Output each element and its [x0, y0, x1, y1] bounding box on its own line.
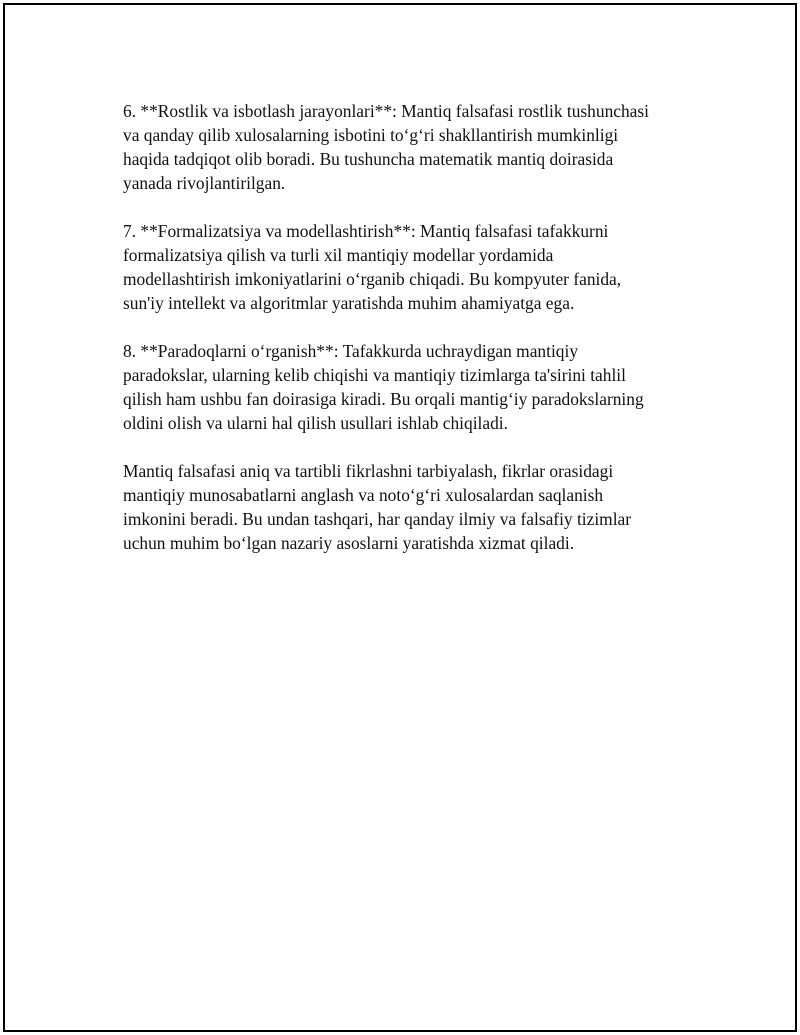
paragraph-conclusion: Mantiq falsafasi aniq va tartibli fikrlashni tarbiyalash, fikrlar orasidagi mantiqiy munosabatlarni anglash va noto‘g‘ri xulosalardan saqlanish imkonini beradi. Bu undan tashqari, har qanday ilmiy va falsafiy tizimlar uchun muhim bo‘lgan nazariy asoslarni yaratishda xizmat qiladi.	[123, 461, 632, 553]
paragraph-rostlik: 6. **Rostlik va isbotlash jarayonlari**: Mantiq falsafasi rostlik tushunchasi va qanday qilib xulosalarning isbotini to‘g‘ri shakllantirish mumkinligi haqida tadqiqot olib boradi. Bu tushuncha matematik mantiq doirasida yanada rivojlantirilgan.	[123, 101, 649, 193]
document-body	[123, 99, 703, 579]
paragraph-formalizatsiya: 7. **Formalizatsiya va modellashtirish**: Mantiq falsafasi tafakkurni formalizatsiya qilish va turli xil mantiqiy modellar yordamida modellashtirish imkoniyatlarini o‘rganib chiqadi. Bu kompyuter fanida, sun'iy intellekt va algoritmlar yaratishda muhim ahamiyatga ega.	[123, 221, 622, 313]
paragraph-paradoqlar: 8. **Paradoqlarni o‘rganish**: Tafakkurda uchraydigan mantiqiy paradokslar, ularning kelib chiqishi va mantiqiy tizimlarga ta'sirini tahlil qilish ham ushbu fan doirasiga kiradi. Bu orqali mantig‘iy paradokslarning oldini olish va ularni hal qilish usullari ishlab chiqiladi.	[123, 341, 644, 433]
page-border	[3, 3, 797, 1032]
